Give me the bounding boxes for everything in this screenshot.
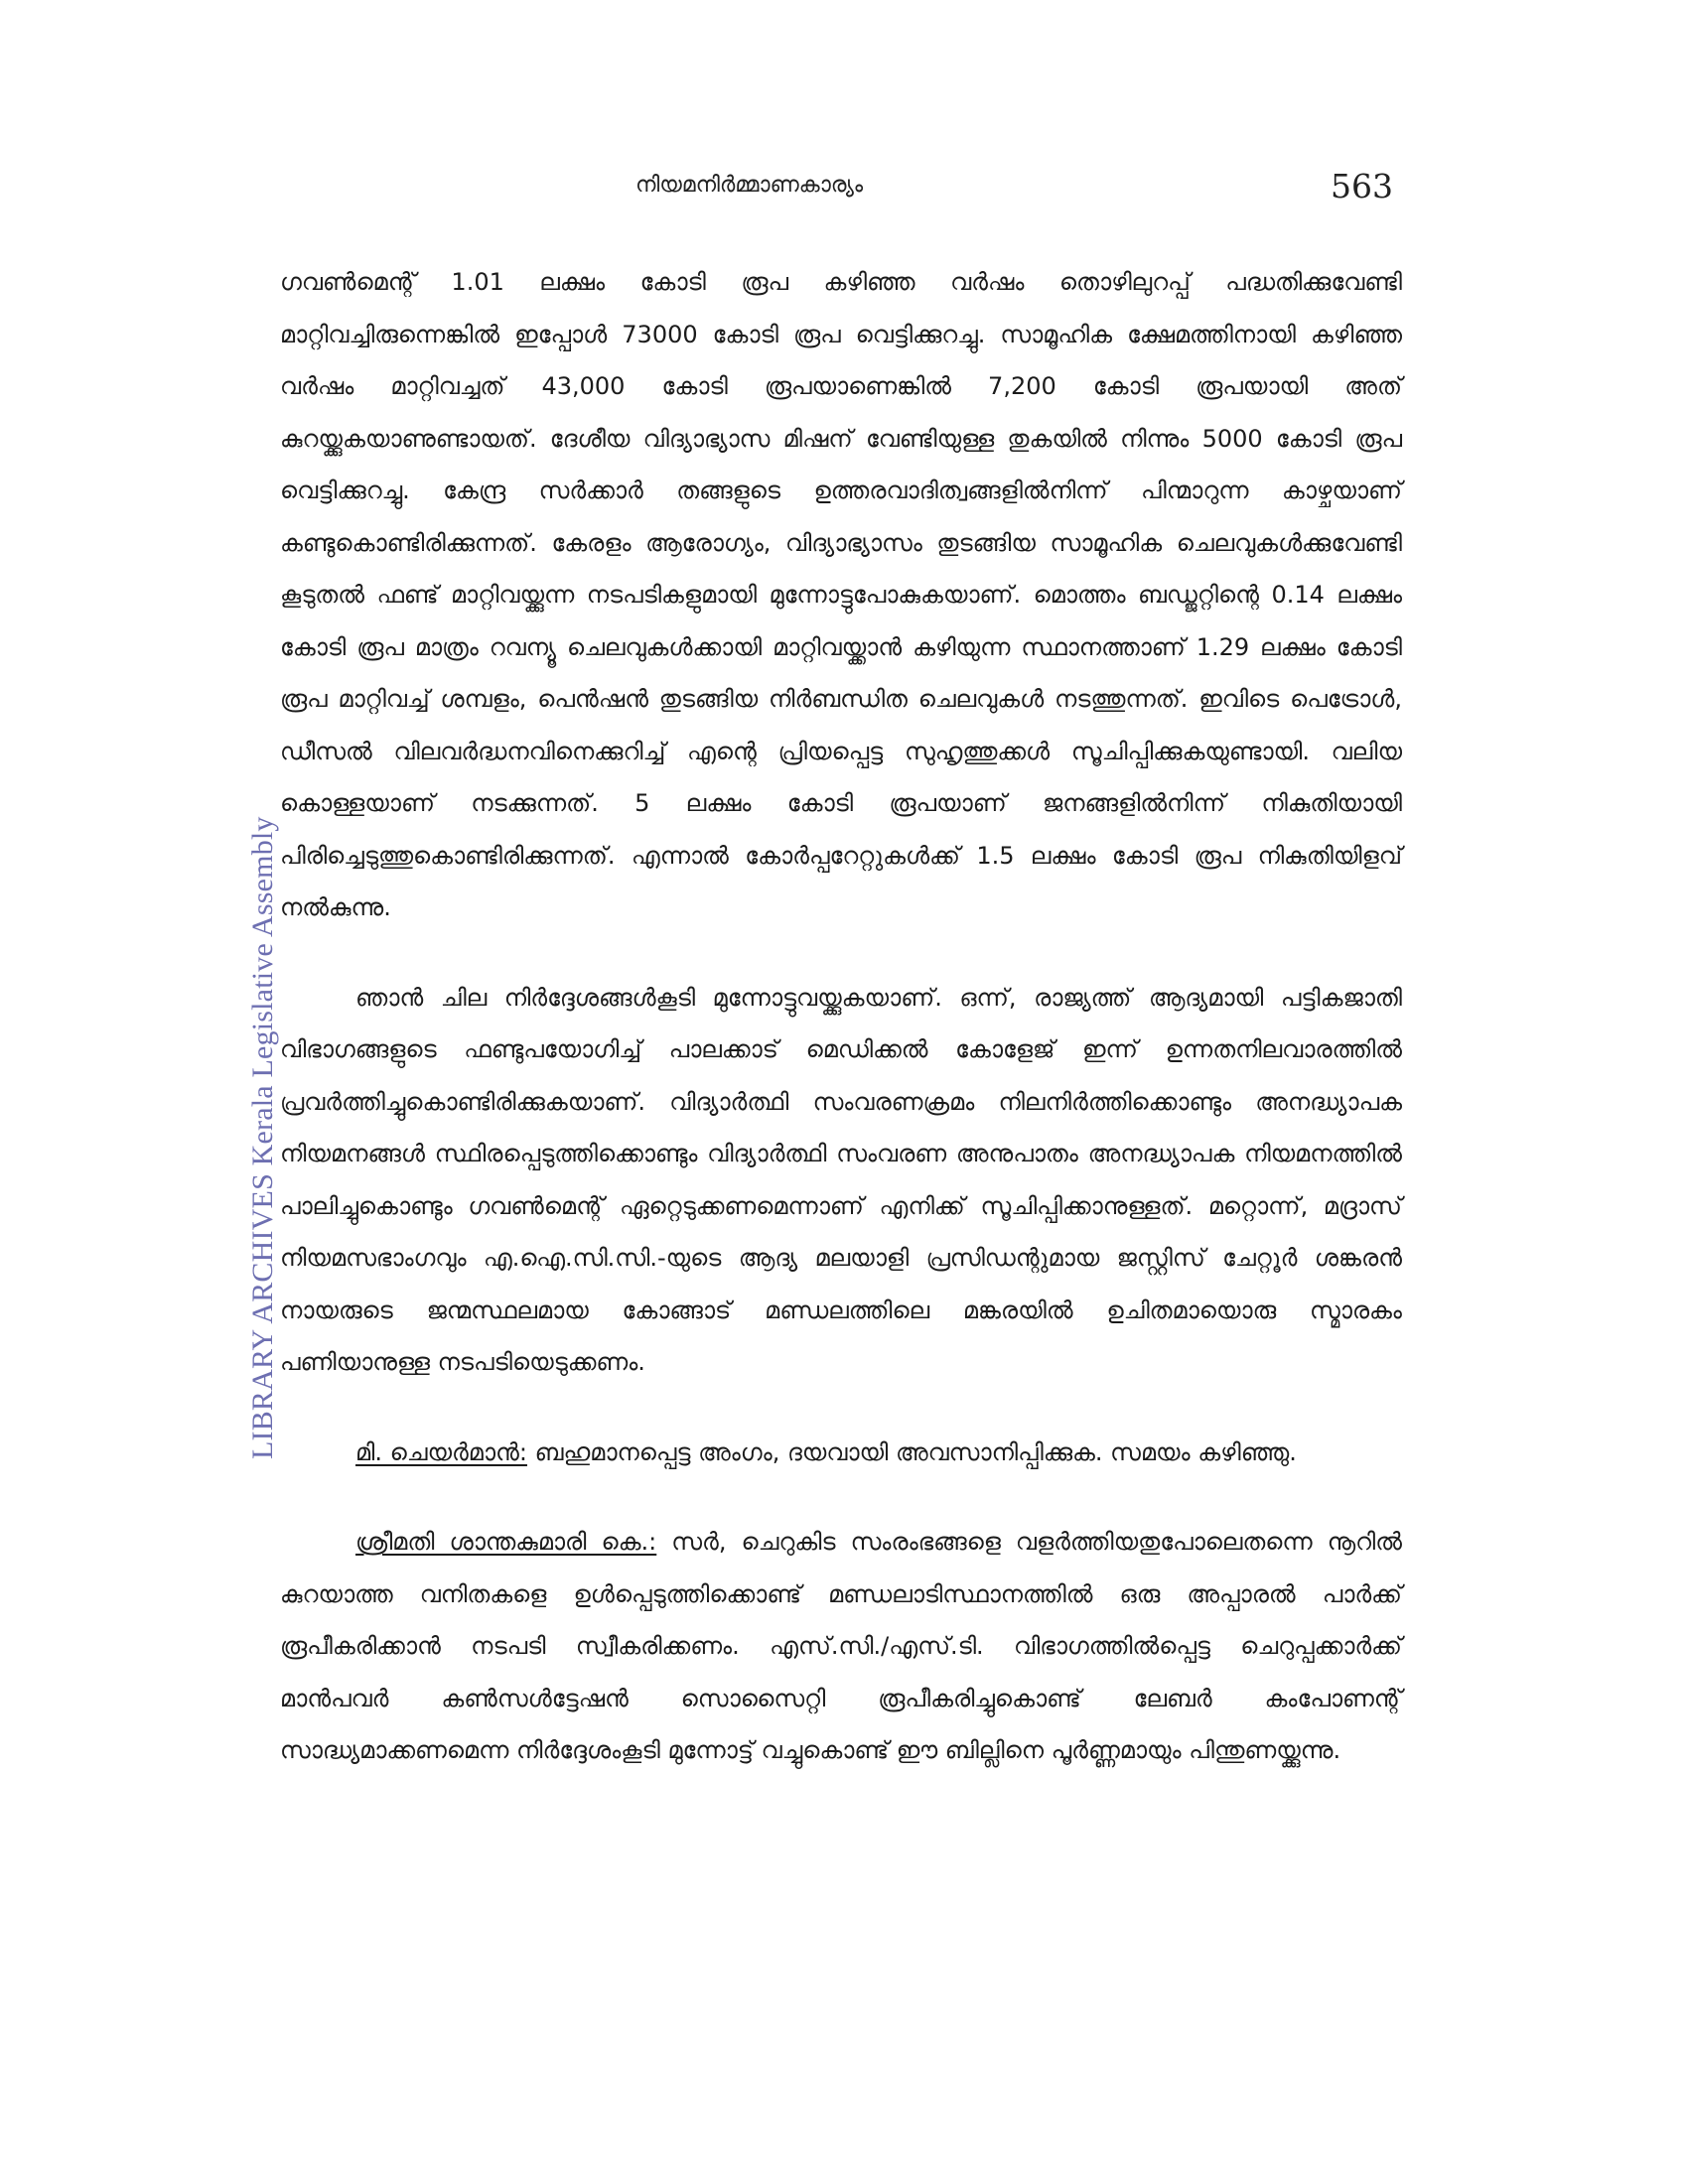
paragraph-2 [280, 972, 1402, 1389]
speaker-name-member: ശ്രീമതി ശാന്തകുമാരി കെ.: [355, 1528, 657, 1556]
running-header [0, 167, 1688, 206]
archive-watermark: LIBRARY ARCHIVES Kerala Legislative Assembly [246, 816, 279, 1459]
paragraph-1 [280, 256, 1402, 934]
running-title: നിയമനിർമ്മാണകാര്യം [635, 173, 864, 198]
body-text [280, 256, 1402, 1815]
paragraph-2-text: ഞാൻ ചില നിർദ്ദേശങ്ങൾകൂടി മുന്നോട്ടുവയ്ക്കുകയാണ്. ഒന്ന്, രാജ്യത്ത് ആദ്യമായി പട്ടികജാതി വിഭാഗങ്ങളുടെ ഫണ്ടുപയോഗിച്ച് പാലക്കാട് മെഡിക്കൽ കോളേജ് ഇന്ന് ഉന്നതനിലവാരത്തിൽ പ്രവർത്തിച്ചുകൊണ്ടിരിക്കുകയാണ്. വിദ്യാർത്ഥി സംവരണക്രമം നിലനിർത്തിക്കൊണ്ടും അനദ്ധ്യാപക നിയമനങ്ങൾ സ്ഥിരപ്പെടുത്തിക്കൊണ്ടും വിദ്യാർത്ഥി സംവരണ അനുപാതം അനദ്ധ്യാപക നിയമനത്തിൽ പാലിച്ചുകൊണ്ടും ഗവൺമെന്റ് ഏറ്റെടുക്കണമെന്നാണ് എനിക്ക് സൂചിപ്പിക്കാനുള്ളത്. മറ്റൊന്ന്, മദ്രാസ് നിയമസഭാംഗവും എ.ഐ.സി.സി.-യുടെ ആദ്യ മലയാളി പ്രസിഡന്റുമായ ജസ്റ്റിസ് ചേറ്റൂർ ശങ്കരൻ നായരുടെ ജന്മസ്ഥലമായ കോങ്ങാട് മണ്ഡലത്തിലെ മങ്കരയിൽ ഉചിതമായൊരു സ്മാരകം പണിയാനുള്ള നടപടിയെടുക്കണം. [280, 983, 1402, 1376]
paragraph-3-text: ബഹുമാനപ്പെട്ട അംഗം, ദയവായി അവസാനിപ്പിക്കുക. സമയം കഴിഞ്ഞു. [526, 1437, 1297, 1466]
paragraph-1-text: ഗവൺമെന്റ് 1.01 ലക്ഷം കോടി രൂപ കഴിഞ്ഞ വർഷം തൊഴിലുറപ്പ് പദ്ധതിക്കുവേണ്ടി മാറ്റിവച്ചിരുന്നെങ്കിൽ ഇപ്പോൾ 73000 കോടി രൂപ വെട്ടിക്കുറച്ചു. സാമൂഹിക ക്ഷേമത്തിനായി കഴിഞ്ഞ വർഷം മാറ്റിവച്ചത് 43,000 കോടി രൂപയാണെങ്കിൽ 7,200 കോടി രൂപയായി അത് കുറയ്ക്കുകയാണുണ്ടായത്. ദേശീയ വിദ്യാഭ്യാസ മിഷന് വേണ്ടിയുള്ള തുകയിൽ നിന്നും 5000 കോടി രൂപ വെട്ടിക്കുറച്ചു. കേന്ദ്ര സർക്കാർ തങ്ങളുടെ ഉത്തരവാദിത്വങ്ങളിൽനിന്ന് പിന്മാറുന്ന കാഴ്ചയാണ് കണ്ടുകൊണ്ടിരിക്കുന്നത്. കേരളം ആരോഗ്യം, വിദ്യാഭ്യാസം തുടങ്ങിയ സാമൂഹിക ചെലവുകൾക്കുവേണ്ടി കൂടുതൽ ഫണ്ട് മാറ്റിവയ്ക്കുന്ന നടപടികളുമായി മുന്നോട്ടുപോകുകയാണ്. മൊത്തം ബഡ്ജറ്റിന്റെ 0.14 ലക്ഷം കോടി രൂപ മാത്രം റവന്യൂ ചെലവുകൾക്കായി മാറ്റിവയ്ക്കാൻ കഴിയുന്ന സ്ഥാനത്താണ് 1.29 ലക്ഷം കോടി രൂപ മാറ്റിവച്ച് ശമ്പളം, പെൻഷൻ തുടങ്ങിയ നിർബന്ധിത ചെലവുകൾ നടത്തുന്നത്. ഇവിടെ പെട്രോൾ, ഡീസൽ വിലവർദ്ധനവിനെക്കുറിച്ച് എന്റെ പ്രിയപ്പെട്ട സുഹൃത്തുക്കൾ സൂചിപ്പിക്കുകയുണ്ടായി. വലിയ കൊള്ളയാണ് നടക്കുന്നത്. 5 ലക്ഷം കോടി രൂപയാണ് ജനങ്ങളിൽനിന്ന് നികുതിയായി പിരിച്ചെടുത്തുകൊണ്ടിരിക്കുന്നത്. എന്നാൽ കോർപ്പറേറ്റുകൾക്ക് 1.5 ലക്ഷം കോടി രൂപ നികുതിയിളവ് നൽകുന്നു. [280, 268, 1402, 921]
paragraph-4 [280, 1516, 1402, 1777]
paragraph-4-text: സർ, ചെറുകിട സംരംഭങ്ങളെ വളർത്തിയതുപോലെതന്നെ നൂറിൽ കുറയാത്ത വനിതകളെ ഉൾപ്പെടുത്തിക്കൊണ്ട് മണ്ഡലാടിസ്ഥാനത്തിൽ ഒരു അപ്പാരൽ പാർക്ക് രൂപീകരിക്കാൻ നടപടി സ്വീകരിക്കണം. എസ്.സി./എസ്.ടി. വിഭാഗത്തിൽപ്പെട്ട ചെറുപ്പക്കാർക്ക് മാൻപവർ കൺസൾട്ടേഷൻ സൊസൈറ്റി രൂപീകരിച്ചുകൊണ്ട് ലേബർ കംപോണന്റ് സാദ്ധ്യമാക്കണമെന്ന നിർദ്ദേശംകൂടി മുന്നോട്ട് വച്ചുകൊണ്ട് ഈ ബില്ലിനെ പൂർണ്ണമായും പിന്തുണയ്ക്കുന്നു. [280, 1528, 1402, 1764]
paragraph-3 [280, 1427, 1402, 1479]
page-number: 563 [1331, 167, 1393, 205]
speaker-name-chairman: മി. ചെയർമാൻ: [355, 1437, 527, 1466]
